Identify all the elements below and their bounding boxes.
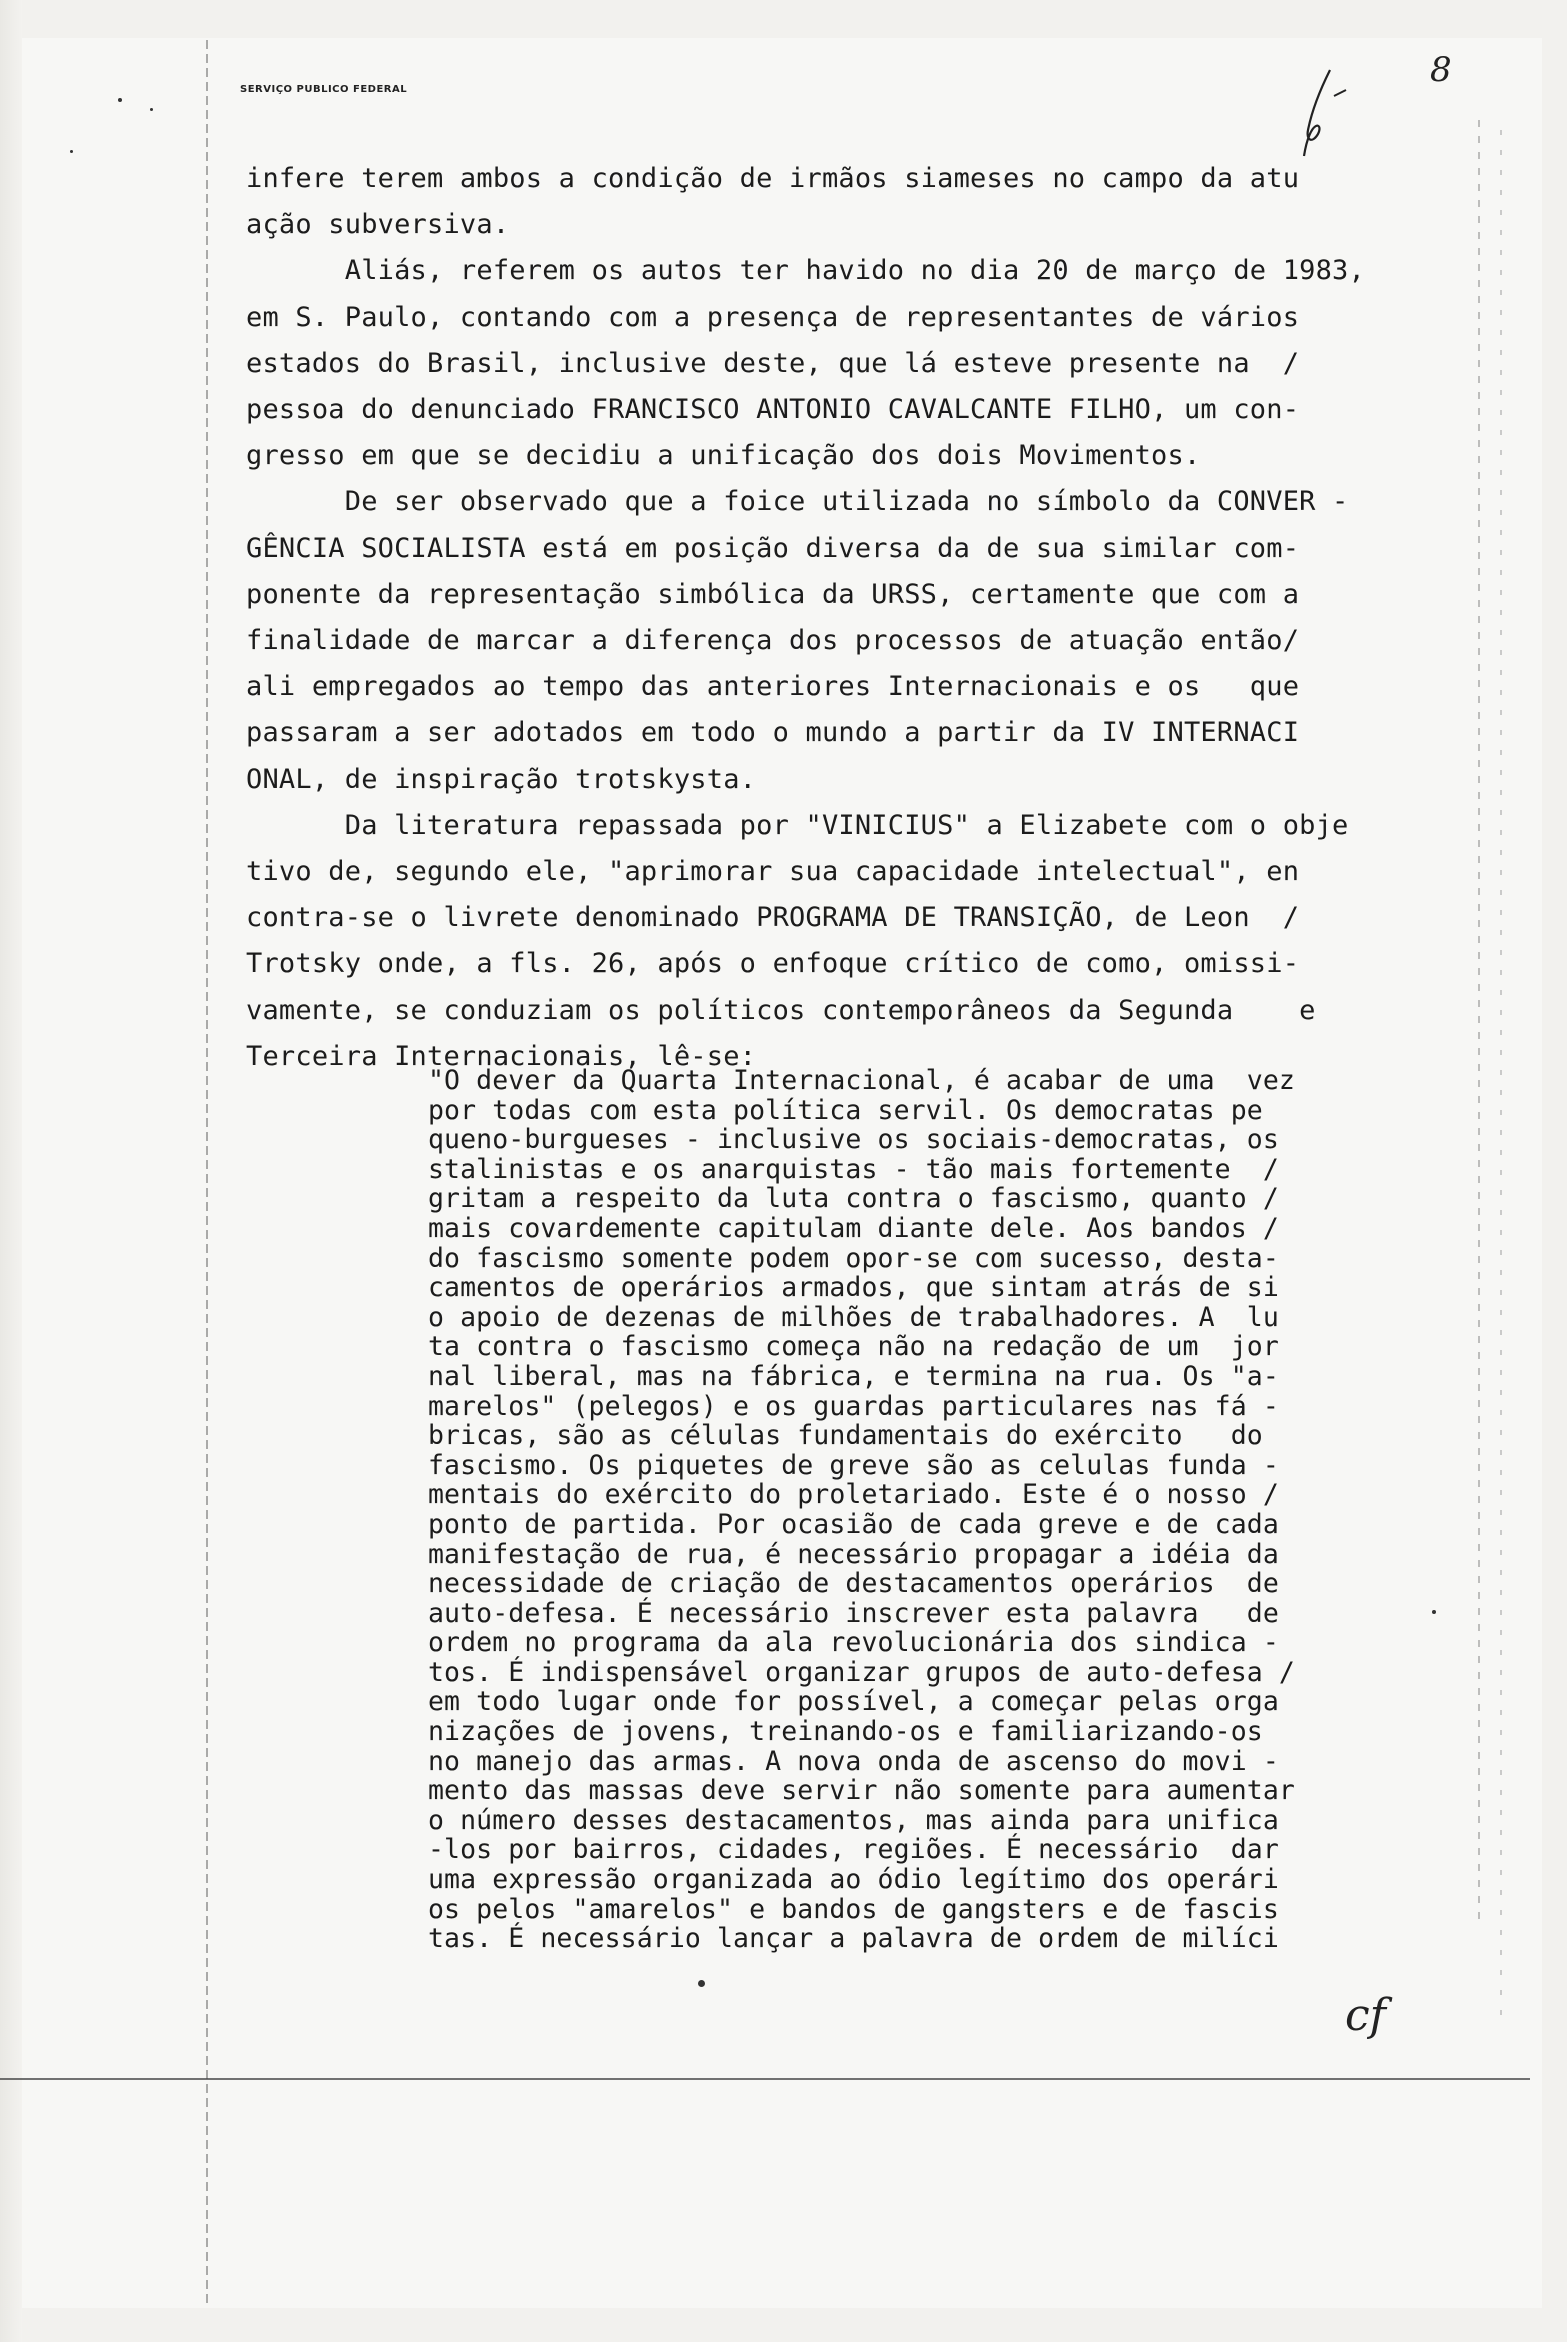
scan-left-edge [0,0,22,2342]
paragraph-line: infere terem ambos a condição de irmãos siameses no campo da atu [246,163,1300,194]
paragraph-line: em S. Paulo, contando com a presença de representantes de vários [246,301,1300,333]
quote-line: mais covardemente capitulam diante dele. Aos bandos / [428,1212,1279,1244]
quote-line: do fascismo somente podem opor-se com sucesso, desta- [428,1242,1279,1274]
paragraph-line: gresso em que se decidiu a unificação dos dois Movimentos. [246,440,1201,472]
scan-speck [1432,1610,1436,1614]
quote-line: camentos de operários armados, que sintam atrás de si [428,1272,1279,1304]
quote-line: tas. É necessário lançar a palavra de ordem de milíci [428,1923,1279,1955]
scan-speck [698,1980,705,1987]
quote-line: no manejo das armas. A nova onda de ascenso do movi - [428,1745,1279,1777]
quote-line: queno-burgueses - inclusive os sociais-democratas, os [428,1124,1279,1156]
paragraph-line: ONAL, de inspiração trotskysta. [246,763,757,795]
paragraph-line: Terceira Internacionais, lê-se: [246,1040,757,1072]
paragraph-line: GÊNCIA SOCIALISTA está em posição diversa da de sua similar com- [246,532,1300,564]
paragraph-line: De ser observado que a foice utilizada no símbolo da CONVER - [246,486,1349,518]
quote-line: tos. É indispensável organizar grupos de auto-defesa / [428,1656,1295,1688]
margin-rule-right [1478,120,1480,1920]
body-text [246,156,1406,1080]
margin-rule-left [206,40,208,2305]
scan-speck [70,150,73,153]
quote-line: em todo lugar onde for possível, a começar pelas orga [428,1686,1279,1718]
quote-line: -los por bairros, cidades, regiões. É necessário dar [428,1834,1279,1866]
scan-speck [150,108,153,111]
quote-line: o apoio de dezenas de milhões de trabalhadores. A lu [428,1301,1279,1333]
quote-line: necessidade de criação de destacamentos operários de [428,1568,1279,1600]
quote-line: o número desses destacamentos, mas ainda para unifica [428,1804,1279,1836]
margin-rule-right-outer [1500,130,1502,2030]
quote-line: fascismo. Os piquetes de greve são as celulas funda - [428,1449,1279,1481]
quote-line: ordem no programa da ala revolucionária dos sindica - [428,1627,1279,1659]
paragraph-line: ponente da representação simbólica da URSS, certamente que com a [246,578,1300,610]
block-quote [428,1066,1388,1954]
quote-line: mento das massas deve servir não somente para aumentar [428,1775,1295,1807]
quote-line: os pelos "amarelos" e bandos de gangsters e de fascis [428,1893,1279,1925]
paragraph-line: ali empregados ao tempo das anteriores Internacionais e os que [246,671,1300,703]
paragraph-line: Da literatura repassada por "VINICIUS" a Elizabete com o obje [246,809,1349,841]
quote-line: nal liberal, mas na fábrica, e termina na rua. Os "a- [428,1360,1279,1392]
paragraph-line: Aliás, referem os autos ter havido no dia 20 de março de 1983, [246,255,1365,287]
quote-line: marelos" (pelegos) e os guardas particulares nas fá - [428,1390,1279,1422]
quote-line: stalinistas e os anarquistas - tão mais fortemente / [428,1153,1279,1185]
paragraph-line: tivo de, segundo ele, "aprimorar sua capacidade intelectual", en [246,856,1300,888]
paragraph-line: finalidade de marcar a diferença dos processos de atuação então/ [246,625,1300,657]
quote-line: "O dever da Quarta Internacional, é acabar de uma vez [428,1065,1295,1096]
quote-line: uma expressão organizada ao ódio legítimo dos operári [428,1864,1279,1896]
paragraph-line: estados do Brasil, inclusive deste, que lá esteve presente na / [246,347,1300,379]
paragraph-line: Trotsky onde, a fls. 26, após o enfoque crítico de como, omissi- [246,948,1300,980]
quote-line: mentais do exército do proletariado. Este é o nosso / [428,1479,1279,1511]
quote-line: auto-defesa. É necessário inscrever esta palavra de [428,1597,1279,1629]
page-number: 8 [1430,50,1452,90]
paragraph-line: contra-se o livrete denominado PROGRAMA DE TRANSIÇÃO, de Leon / [246,902,1300,934]
quote-line: ponto de partida. Por ocasião de cada greve e de cada [428,1508,1279,1540]
agency-header: SERVIÇO PUBLICO FEDERAL [240,84,408,95]
quote-line: gritam a respeito da luta contra o fascismo, quanto / [428,1183,1279,1215]
quote-line: por todas com esta política servil. Os democratas pe [428,1094,1263,1126]
handwritten-initials: cf [1345,1990,1386,2041]
quote-line: manifestação de rua, é necessário propagar a idéia da [428,1538,1279,1570]
paragraph-line: pessoa do denunciado FRANCISCO ANTONIO CAVALCANTE FILHO, um con- [246,394,1300,426]
quote-line: bricas, são as células fundamentais do exército do [428,1420,1263,1452]
signature-icon [1290,60,1350,170]
scan-speck [118,98,122,102]
paragraph-line: passaram a ser adotados em todo o mundo a partir da IV INTERNACI [246,717,1300,749]
paragraph-line: vamente, se conduziam os políticos contemporâneos da Segunda e [246,994,1316,1026]
quote-line: ta contra o fascismo começa não na redação de um jor [428,1331,1279,1363]
quote-line: nizações de jovens, treinando-os e familiarizando-os [428,1716,1263,1748]
bottom-rule [0,2078,1530,2080]
paragraph-line: ação subversiva. [246,209,510,241]
